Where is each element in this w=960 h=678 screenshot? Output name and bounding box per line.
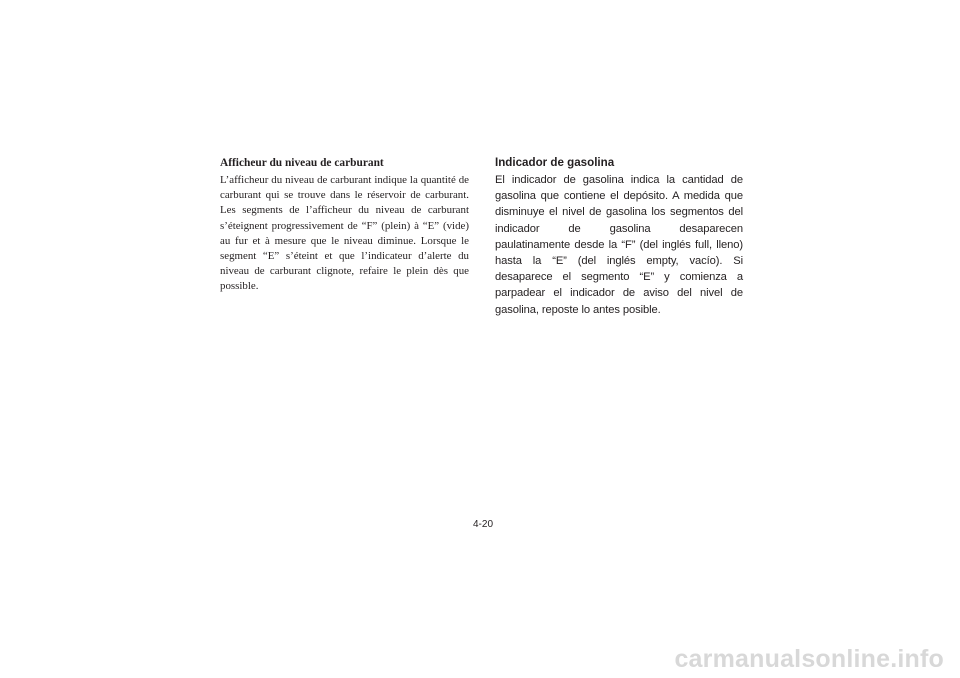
page-number: 4-20 (472, 519, 493, 530)
french-heading: Afficheur du niveau de carburant (220, 157, 384, 169)
french-column (220, 156, 469, 295)
watermark-text: carmanualsonline.info (674, 645, 944, 673)
spanish-heading: Indicador de gasolina (495, 156, 615, 169)
spanish-body-text: El indicador de gasolina indica la cantidad de gasolina que contiene el depósito. A medida que disminuye el nivel de gasolina los segmentos del indicador de gasolina desaparecen paulatinamente desde la “F” (del inglés full, lleno) hasta la “E” (del inglés empty, vacío). Si desaparece el segmento “E” y comienza a parpadear el indicador de aviso del nivel de gasolina, reposte lo antes posible. (495, 174, 743, 316)
spanish-column (495, 156, 743, 318)
french-body-text: L’afficheur du niveau de carburant indique la quantité de carburant qui se trouve dans le réservoir de carburant. Les segments de l’afficheur du niveau de carburant s’éteignent progressivement de “F” (plein) à “E” (vide) au fur et à mesure que le niveau diminue. Lorsque le segment “E” s’éteint et que l’indicateur d’alerte du niveau de carburant clignote, refaire le plein dès que possible. (220, 174, 469, 293)
